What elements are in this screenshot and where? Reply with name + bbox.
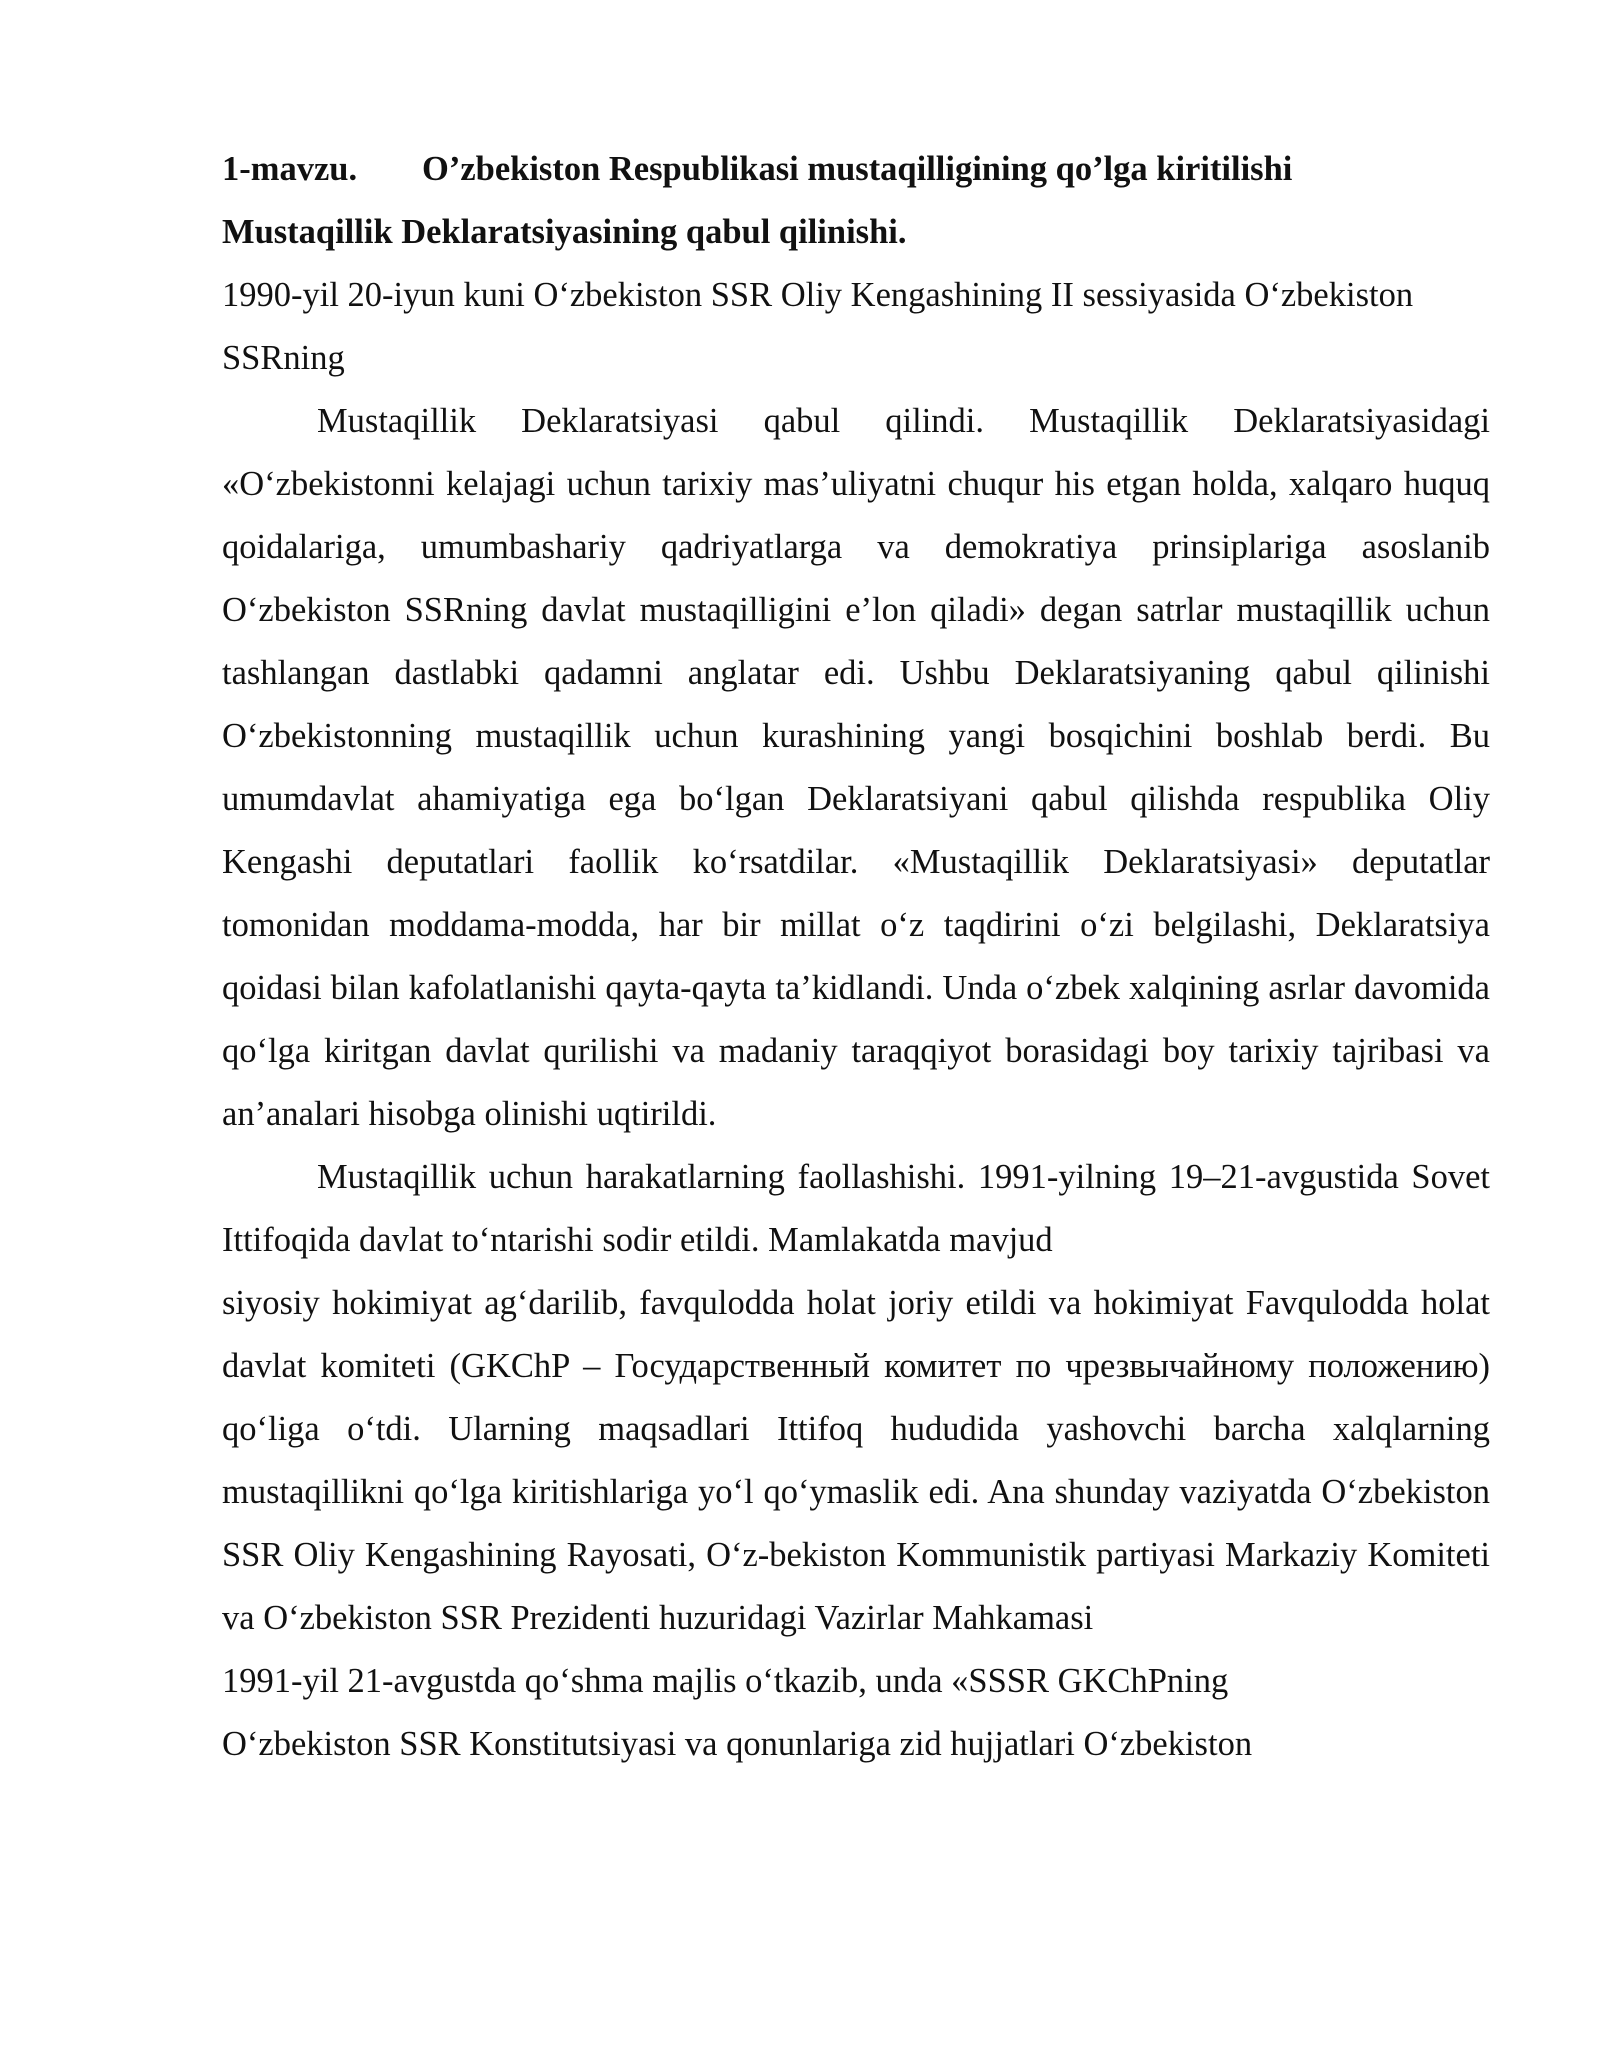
topic-number: 1-mavzu. (222, 150, 358, 188)
document-body (222, 138, 1490, 1776)
topic-subtitle: Mustaqillik Deklaratsiyasining qabul qilinishi. (222, 213, 907, 251)
paragraph-coup: siyosiy hokimiyat agʻdarilib, favqulodda holat joriy etildi va hokimiyat Favqulodda holat davlat komiteti (GKChP – Государственный комитет по чрезвычайному положению) qoʻliga oʻtdi. Ularning maqsadlari Ittifoq hududida yashovchi barcha xalqlarning mustaqillikni qoʻlga kiritishlariga yoʻl qoʻymaslik edi. Ana shunday vaziyatda Oʻzbekiston SSR Oliy Kengashining Rayosati, Oʻz-bekiston Kommunistik partiyasi Markaziy Komiteti va Oʻzbekiston SSR Prezidenti huzuridagi Vazirlar Mahkamasi (222, 1284, 1490, 1637)
closing-line-2: Oʻzbekiston SSR Konstitutsiyasi va qonunlariga zid hujjatlari Oʻzbekiston (222, 1725, 1253, 1763)
intro-line-2: SSRning (222, 339, 345, 377)
topic-title: O’zbekiston Respublikasi mustaqilligining qo’lga kiritilishi (422, 150, 1293, 188)
closing-line-1: 1991-yil 21-avgustda qoʻshma majlis oʻtkazib, unda «SSSR GKChPning (222, 1662, 1229, 1700)
paragraph-declaration: Mustaqillik Deklaratsiyasi qabul qilindi. Mustaqillik Deklaratsiyasidagi «Oʻzbekistonni kelajagi uchun tarixiy mas’uliyatni chuqur his etgan holda, xalqaro huquq qoidalariga, umumbashariy qadriyatlarga va demokratiya prinsiplariga asoslanib Oʻzbekiston SSRning davlat mustaqilligini e’lon qiladi» degan satrlar mustaqillik uchun tashlangan dastlabki qadamni anglatar edi. Ushbu Deklaratsiyaning qabul qilinishi Oʻzbekistonning mustaqillik uchun kurashining yangi bosqichini boshlab berdi. Bu umumdavlat ahamiyatiga ega boʻlgan Deklaratsiyani qabul qilishda respublika Oliy Kengashi deputatlari faollik koʻrsatdilar. «Mustaqillik Deklaratsiyasi» deputatlar tomonidan moddama-modda, har bir millat oʻz taqdirini oʻzi belgilashi, Deklaratsiya qoidasi bilan kafolatlanishi qayta-qayta ta’kidlandi. Unda oʻzbek xalqining asrlar davomida qoʻlga kiritgan davlat qurilishi va madaniy taraqqiyot borasidagi boy tarixiy tajribasi va an’analari hisobga olinishi uqtirildi. (222, 402, 1490, 1133)
paragraph-movement: Mustaqillik uchun harakatlarning faollashishi. 1991-yilning 19–21-avgustida Sovet Ittifoqida davlat toʻntarishi sodir etildi. Mamlakatda mavjud (222, 1158, 1490, 1259)
topic-heading (222, 138, 1490, 201)
intro-line-1: 1990-yil 20-iyun kuni Oʻzbekiston SSR Oliy Kengashining II sessiyasida Oʻzbekiston (222, 276, 1414, 314)
